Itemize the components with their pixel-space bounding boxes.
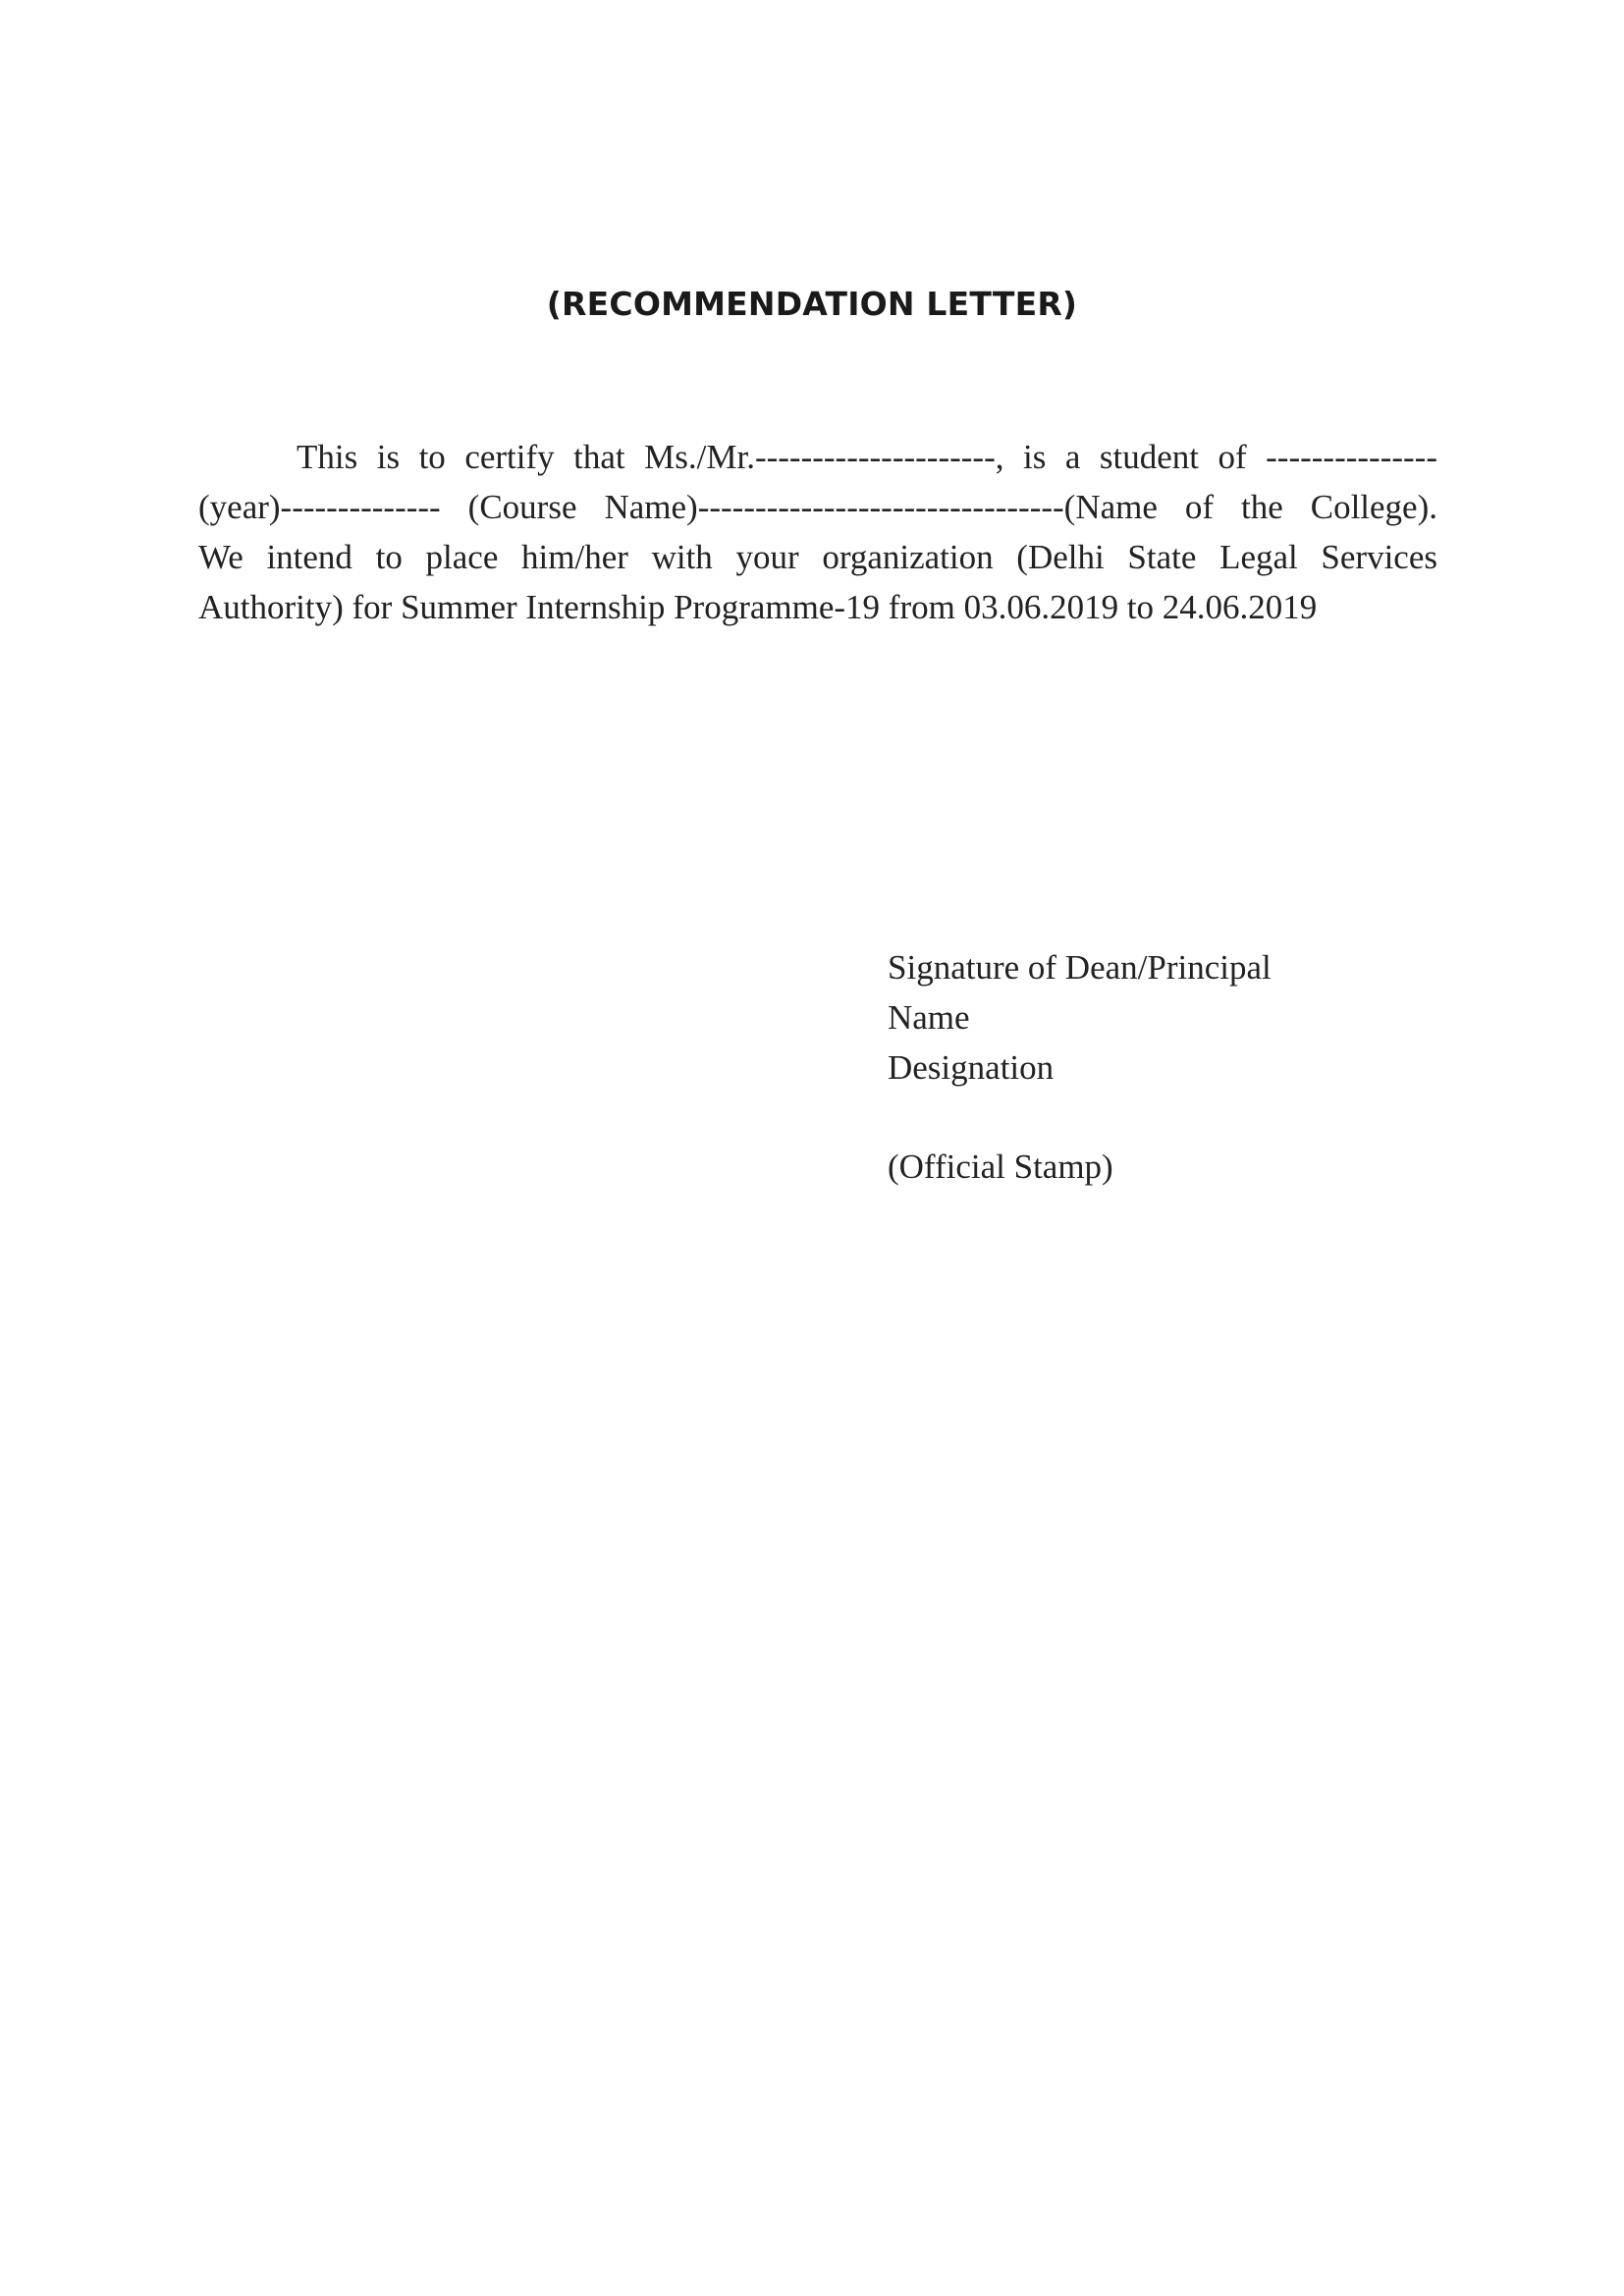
paragraph-line: This is to certify that Ms./Mr.---------------------, is a student of ---------------	[297, 438, 1437, 476]
official-stamp-label: (Official Stamp)	[888, 1148, 1113, 1186]
designation-label: Designation	[888, 1048, 1055, 1087]
name-label: Name	[888, 998, 970, 1037]
paragraph-line: We intend to place him/her with your organization (Delhi State Legal Services	[198, 538, 1437, 576]
document-title: (RECOMMENDATION LETTER)	[546, 285, 1078, 323]
paragraph-line: Authority) for Summer Internship Programme-19 from 03.06.2019 to 24.06.2019	[198, 588, 1318, 626]
paragraph-line: (year)-------------- (Course Name)--------------------------------(Name of the College).	[198, 488, 1437, 526]
certification-paragraph	[198, 432, 1437, 632]
signature-label: Signature of Dean/Principal	[888, 948, 1272, 987]
signature-block	[888, 942, 1272, 1192]
